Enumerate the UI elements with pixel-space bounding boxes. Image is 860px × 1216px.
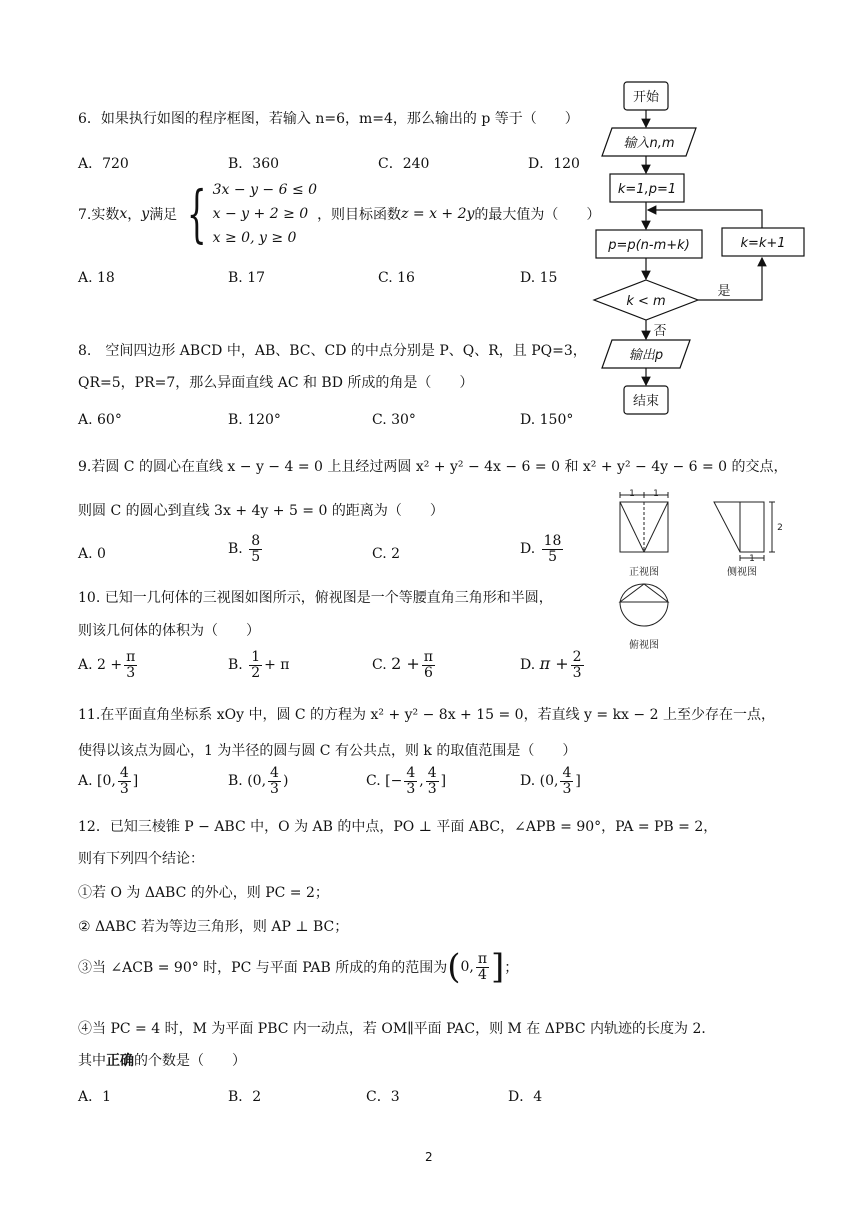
side-view-shape xyxy=(714,502,764,552)
q12-question-pre: 其中 xyxy=(78,1053,106,1069)
q12-option-c: C．3 xyxy=(366,1089,400,1105)
q12-question-post: 的个数是（ ） xyxy=(134,1053,246,1069)
flowchart-increment-label: k=k+1 xyxy=(740,236,786,251)
q11-option-c-num-2: 4 xyxy=(427,765,437,781)
q11-option-a-den: 3 xyxy=(119,780,129,797)
q7-objective: z = x + 2y xyxy=(401,206,475,222)
q9-option-d-den: 5 xyxy=(548,548,558,565)
q7-stem xyxy=(78,178,600,254)
q9-option-b-num: 8 xyxy=(251,533,261,549)
q10-option-d-pre: π + xyxy=(539,654,569,674)
q10-option-d xyxy=(520,650,586,680)
q10-option-a-num: π xyxy=(126,649,136,665)
flowchart-start-label: 开始 xyxy=(632,90,660,105)
q7-constraint-3: x ≥ 0, y ≥ 0 xyxy=(212,230,297,246)
q8-line-1: 8. 空间四边形 ABCD 中，AB、BC、CD 的中点分别是 P、Q、R，且 PQ=3， xyxy=(78,343,587,359)
q10-option-d-num: 2 xyxy=(572,649,582,665)
q7-var-x: x xyxy=(119,206,128,222)
q12-line-1: 12．已知三棱锥 P − ABC 中，O 为 AB 的中点，PO ⊥ 平面 ABC，∠APB = 90°，PA = PB = 2， xyxy=(78,819,718,835)
q11-option-c-pre: [− xyxy=(385,773,403,790)
q7-option-b: B. 17 xyxy=(228,270,266,286)
q10-option-a-fraction xyxy=(124,650,137,680)
q12-statement-2: ② ΔABC 若为等边三角形，则 AP ⊥ BC； xyxy=(78,919,349,935)
q6-option-a: A．720 xyxy=(78,156,129,172)
q11-option-c-num-1: 4 xyxy=(406,765,416,781)
q8-option-c: C. 30° xyxy=(372,412,416,428)
flowchart-output-label: 输出p xyxy=(628,348,664,363)
q10-option-a xyxy=(78,650,139,680)
q10-option-b-label: B. xyxy=(228,657,243,674)
q11-option-d-pre: (0, xyxy=(539,773,559,790)
top-view-label: 俯视图 xyxy=(629,640,659,651)
q10-option-a-label: A. xyxy=(78,657,93,674)
q12-line-2: 则有下列四个结论： xyxy=(78,851,204,867)
q7-sep: ， xyxy=(127,207,142,223)
q10-option-a-pre: 2 + xyxy=(97,657,123,674)
q9-option-d-fraction xyxy=(542,534,564,564)
q7-constraints xyxy=(213,178,317,250)
q12-question-bold: 正确 xyxy=(106,1053,134,1069)
q11-option-c-den-2: 3 xyxy=(427,780,437,797)
q11-option-b-post: ) xyxy=(282,773,289,790)
q12-statement-4: ④当 PC = 4 时，M 为平面 PBC 内一动点，若 OM∥平面 PAC，则 M 在 ΔPBC 内轨迹的长度为 2． xyxy=(78,1021,716,1037)
q12-statement-3-rbracket: ] xyxy=(491,947,505,987)
q10-option-b-post: + π xyxy=(264,657,290,674)
q11-option-a-pre: [0, xyxy=(97,773,116,790)
q10-option-d-fraction xyxy=(571,650,584,680)
q11-line-1: 11.在平面直角坐标系 xOy 中，圆 C 的方程为 x² + y² − 8x + 15 = 0，若直线 y = kx − 2 上至少存在一点， xyxy=(78,707,775,723)
q12-statement-3 xyxy=(78,947,519,994)
q10-option-d-label: D. xyxy=(520,657,536,674)
q10-line-2: 则该几何体的体积为（ ） xyxy=(78,623,260,639)
q11-option-b-pre: (0, xyxy=(247,773,267,790)
q7-option-d: D. 15 xyxy=(520,270,558,286)
front-view-dim-2: 1 xyxy=(653,489,659,499)
q12-statement-3-fraction xyxy=(476,952,489,982)
q10-option-c-num: π xyxy=(423,649,433,665)
q11-option-c xyxy=(366,766,446,796)
q9-option-d-label: D. xyxy=(520,541,536,558)
q10-option-d-den: 3 xyxy=(572,664,582,681)
q10-option-b-den: 2 xyxy=(251,664,261,681)
front-view-label: 正视图 xyxy=(629,567,659,578)
q7-option-a: A. 18 xyxy=(78,270,115,286)
top-view-arc xyxy=(620,584,668,602)
q11-option-a-label: A. xyxy=(78,773,93,790)
q7-brace: { xyxy=(187,177,207,250)
side-view-dim-width: 1 xyxy=(749,554,755,564)
top-view-triangle xyxy=(620,584,668,602)
q11-option-c-label: C. xyxy=(366,773,381,790)
q10-option-c-den: 6 xyxy=(423,664,433,681)
q11-option-c-fraction-2 xyxy=(426,766,439,796)
q6-option-b: B．360 xyxy=(228,156,280,172)
q9-option-b-label: B. xyxy=(228,541,243,558)
q11-option-b-den: 3 xyxy=(270,780,279,797)
q11-option-d xyxy=(520,766,581,796)
q11-option-c-mid: , xyxy=(419,773,424,790)
q10-option-c-pre: 2 + xyxy=(391,654,420,674)
q11-option-a-post: ] xyxy=(132,773,139,790)
q6-option-c: C．240 xyxy=(378,156,430,172)
q11-option-d-post: ] xyxy=(575,773,581,790)
flowchart-init-label: k=1,p=1 xyxy=(617,182,677,197)
flowchart-yes-label: 是 xyxy=(717,284,731,299)
q6-stem: 6．如果执行如图的程序框图，若输入 n=6，m=4，那么输出的 p 等于（ ） xyxy=(78,111,579,127)
q9-option-d-num: 18 xyxy=(543,533,562,549)
q8-option-d: D. 150° xyxy=(520,412,574,428)
q11-option-c-den-1: 3 xyxy=(406,780,416,797)
front-view-dim-1: 1 xyxy=(629,489,635,499)
q9-option-b-fraction xyxy=(249,534,262,564)
program-flowchart xyxy=(590,70,820,430)
q10-option-b-num: 1 xyxy=(251,649,261,665)
q8-line-2: QR=5，PR=7，那么异面直线 AC 和 BD 所成的角是（ ） xyxy=(78,375,474,391)
q11-option-b-label: B. xyxy=(228,773,243,790)
page-number: 2 xyxy=(425,1150,433,1164)
q9-option-a: A. 0 xyxy=(78,546,106,562)
q12-option-a: A．1 xyxy=(78,1089,112,1105)
q10-option-c-fraction xyxy=(422,650,435,680)
q7-constraint-1: 3x − y − 6 ≤ 0 xyxy=(212,182,318,198)
q10-option-c-label: C. xyxy=(372,657,387,674)
three-views-figure xyxy=(606,488,792,656)
q11-option-b xyxy=(228,766,288,796)
q11-option-b-num: 4 xyxy=(270,765,279,781)
q12-statement-3-num: π xyxy=(477,950,488,967)
side-view-dim-height: 2 xyxy=(777,523,783,533)
q7-constraint-2: x − y + 2 ≥ 0 xyxy=(212,206,309,222)
q12-statement-3-lbracket: ( xyxy=(447,947,461,987)
q7-suffix: ，则目标函数 xyxy=(317,207,402,223)
q12-statement-3-den: 4 xyxy=(477,966,487,983)
q6-option-d: D．120 xyxy=(528,156,580,172)
q11-option-b-fraction xyxy=(268,766,281,796)
q12-option-b: B．2 xyxy=(228,1089,262,1105)
q12-question xyxy=(78,1050,246,1070)
q11-option-a-fraction xyxy=(118,766,131,796)
q12-statement-1: ①若 O 为 ΔABC 的外心，则 PC = 2； xyxy=(78,885,329,901)
flowchart-end-label: 结束 xyxy=(632,394,660,409)
q7-prefix: 7.实数 xyxy=(78,207,120,223)
q10-option-a-den: 3 xyxy=(126,664,136,681)
q11-option-a xyxy=(78,766,138,796)
q9-option-b-den: 5 xyxy=(251,548,261,565)
q8-option-b: B. 120° xyxy=(228,412,281,428)
flowchart-condition-label: k < m xyxy=(626,294,666,309)
q11-option-c-post: ] xyxy=(440,773,447,790)
q11-option-c-fraction-1 xyxy=(404,766,417,796)
q9-line-1: 9.若圆 C 的圆心在直线 x − y − 4 = 0 上且经过两圆 x² + y² − 4x − 6 = 0 和 x² + y² − 4y − 6 = 0 的交点， xyxy=(78,459,788,475)
q12-statement-3-pre: ③当 ∠ACB = 90° 时，PC 与平面 PAB 所成的角的范围为 xyxy=(78,960,448,976)
q9-line-2: 则圆 C 的圆心到直线 3x + 4y + 5 = 0 的距离为（ ） xyxy=(78,503,444,519)
flowchart-process-label: p=p(n-m+k) xyxy=(608,238,690,253)
flowchart-no-label: 否 xyxy=(653,324,667,339)
flowchart-input-label: 输入n,m xyxy=(623,136,675,151)
q11-option-d-fraction xyxy=(560,766,573,796)
q9-option-c: C. 2 xyxy=(372,546,401,562)
q11-option-d-num: 4 xyxy=(562,765,572,781)
side-view-label: 侧视图 xyxy=(727,567,757,578)
q11-option-a-num: 4 xyxy=(119,765,129,781)
q7-var-y: y xyxy=(141,206,150,222)
q12-statement-3-tail: ； xyxy=(504,960,519,976)
q9-option-b xyxy=(228,534,264,564)
q8-option-a: A. 60° xyxy=(78,412,122,428)
q7-satisfy: 满足 xyxy=(149,207,178,223)
q10-option-b xyxy=(228,650,290,680)
q10-option-b-fraction xyxy=(249,650,262,680)
q12-option-d: D．4 xyxy=(508,1089,543,1105)
top-view-semicircle xyxy=(620,602,668,626)
q9-option-d xyxy=(520,534,565,564)
q11-line-2: 使得以该点为圆心，1 为半径的圆与圆 C 有公共点，则 k 的取值范围是（ ） xyxy=(78,743,577,759)
q7-option-c: C. 16 xyxy=(378,270,415,286)
q7-tail: 的最大值为（ ） xyxy=(474,207,601,223)
q12-statement-3-zero: 0, xyxy=(460,959,474,975)
q11-option-d-label: D. xyxy=(520,773,536,790)
q11-option-d-den: 3 xyxy=(562,780,572,797)
q10-option-c xyxy=(372,650,437,680)
q10-line-1: 10. 已知一几何体的三视图如图所示，俯视图是一个等腰直角三角形和半圆， xyxy=(78,590,553,606)
